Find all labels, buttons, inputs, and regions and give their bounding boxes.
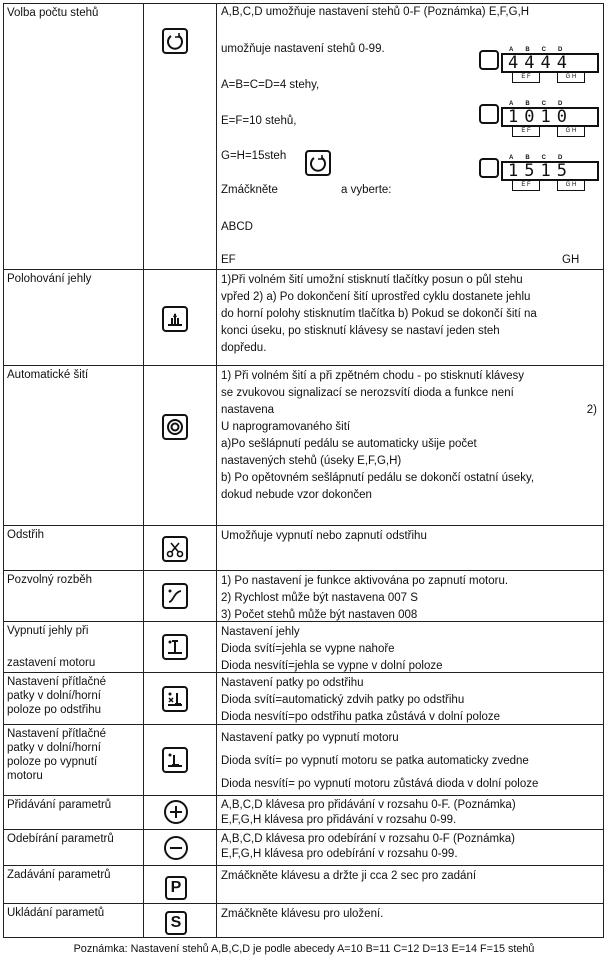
text-line: E,F,G,H klávesa pro přidávání v rozsahu 0-99.	[221, 814, 457, 826]
text-line: GH	[562, 254, 580, 266]
cycle-icon	[305, 150, 331, 176]
text-line: Dioda nesvítí= po vypnutí motoru zůstává dioda v dolní poloze	[221, 778, 539, 790]
text-line: Dioda svítí=automatický zdvih patky po odstřihu	[221, 694, 465, 706]
row-soft-start	[4, 571, 603, 622]
text-line: E=F=10 stehů,	[221, 115, 297, 127]
text-line: nastavených stehů (úseky E,F,G,H)	[221, 455, 402, 467]
text-line: 1) Při volném šití a při zpětném chodu - po stisknutí klávesy	[221, 370, 524, 382]
text-line: dokud nebude vzor dokončen	[221, 489, 372, 501]
text-line: a vyberte:	[341, 184, 392, 196]
text-line: 3) Počet stehů může být nastaven 008	[221, 609, 418, 621]
row-label: Nastavení přítlačné	[7, 728, 107, 740]
p-key-icon[interactable]: P	[165, 876, 187, 900]
row-label: Nastavení přítlačné	[7, 676, 107, 688]
text-line: A,B,C,D umožňuje nastavení stehů 0-F (Poznámka) E,F,G,H	[221, 6, 530, 18]
text-line: A,B,C,D klávesa pro odebírání v rozsahu 0-F (Poznámka)	[221, 833, 516, 845]
text-line: G=H=15steh	[221, 150, 287, 162]
row-label: Ukládání parametů	[7, 907, 105, 919]
text-line: E,F,G,H klávesa pro odebírání v rozsahu 0-99.	[221, 848, 458, 860]
row-label: Zadávání parametrů	[7, 869, 111, 881]
row-remove-params	[4, 830, 603, 866]
row-presser-foot-motor	[4, 725, 603, 796]
row-label: poloze po vypnutí	[7, 756, 98, 768]
row-thread-trim	[4, 526, 603, 571]
s-key-icon[interactable]: S	[165, 911, 187, 935]
text-line: dopředu.	[221, 342, 267, 354]
text-line: 1)Při volném šití umožní stisknutí tlačítky posun o půl stehu	[221, 274, 523, 286]
cycle-icon	[479, 104, 499, 124]
text-line: Zmáčkněte klávesu a držte ji cca 2 sec pro zadání	[221, 870, 477, 882]
text-line: Dioda nesvítí=jehla se vypne v dolní poloze	[221, 660, 443, 672]
plus-icon[interactable]	[164, 800, 188, 824]
text-line: Umožňuje vypnutí nebo zapnutí odstřihu	[221, 530, 427, 542]
row-label: Vypnutí jehly při	[7, 625, 89, 637]
text-line: a)Po sešlápnutí pedálu se automaticky ušije počet	[221, 438, 477, 450]
auto-sew-icon[interactable]	[162, 414, 188, 440]
text-line: se zvukovou signalizací se nerozsvítí dioda a funkce není	[221, 387, 514, 399]
presser-foot-motor-icon[interactable]	[162, 747, 188, 773]
row-label: Volba počtu stehů	[4, 4, 144, 269]
row-needle-stop	[4, 622, 603, 673]
display-panel: ABCD 1515 E F G H	[479, 150, 599, 190]
text-line: U naprogramovaného šití	[221, 421, 351, 433]
footnote: Poznámka: Nastavení stehů A,B,C,D je podle abecedy A=10 B=11 C=12 D=13 E=14 F=15 stehů	[73, 943, 535, 955]
row-save-params	[4, 904, 603, 938]
cycle-icon	[479, 158, 499, 178]
needle-position-icon[interactable]	[162, 306, 188, 332]
row-presser-foot-trim	[4, 673, 603, 725]
text-line: EF	[221, 254, 236, 266]
row-label: motoru	[7, 770, 43, 782]
row-enter-params	[4, 866, 603, 904]
text-line: b) Po opětovném sešlápnutí pedálu se dokončí ostatní úseky,	[221, 472, 535, 484]
text-line: Nastavení patky po vypnutí motoru	[221, 732, 399, 744]
text-line: Dioda svítí= po vypnutí motoru se patka automaticky zvedne	[221, 755, 529, 767]
row-label: patky v dolní/horní	[7, 690, 101, 702]
text-line: A=B=C=D=4 stehy,	[221, 79, 320, 91]
row-label: poloze po odstřihu	[7, 704, 101, 716]
text-line: A,B,C,D klávesa pro přidávání v rozsahu 0-F. (Poznámka)	[221, 799, 516, 811]
display-panel: ABCD 1010 E F G H	[479, 96, 599, 136]
row-stitch-count	[4, 4, 603, 270]
text-line: Zmáčkněte klávesu pro uložení.	[221, 908, 384, 920]
text-line: ABCD	[221, 221, 253, 233]
text-line: Dioda svítí=jehla se vypne nahoře	[221, 643, 395, 655]
text-line: do horní polohy stisknutím tlačítka b) Pokud se dokončí šití na	[221, 308, 537, 320]
row-label: Odebírání parametrů	[7, 833, 114, 845]
text-line: Nastavení jehly	[221, 626, 300, 638]
display-panel: ABCD 4444 E F G H	[479, 42, 599, 82]
cycle-icon	[479, 50, 499, 70]
row-label: Přidávání parametrů	[7, 799, 112, 811]
needle-stop-icon[interactable]	[162, 634, 188, 660]
text-line: Dioda nesvítí=po odstřihu patka zůstává v dolní poloze	[221, 711, 501, 723]
text-line: 2) Rychlost může být nastavena 007 S	[221, 592, 418, 604]
row-add-params	[4, 796, 603, 830]
text-line: umožňuje nastavení stehů 0-99.	[221, 43, 385, 55]
row-label: Automatické šití	[7, 369, 89, 381]
text-line: Zmáčkněte	[221, 184, 278, 196]
text-line: konci úseku, po stisknutí klávesy se nastaví jeden steh	[221, 325, 500, 337]
text-line: vpřed 2) a) Po dokončení šití uprostřed cyklu dostanete jehlu	[221, 291, 531, 303]
row-label: zastavení motoru	[7, 657, 96, 669]
text-line: 1) Po nastavení je funkce aktivována po zapnutí motoru.	[221, 575, 509, 587]
text-line: Nastavení patky po odstřihu	[221, 677, 364, 689]
scissors-icon[interactable]	[162, 536, 188, 562]
presser-foot-trim-icon[interactable]	[162, 686, 188, 712]
text-line: 2)	[586, 404, 597, 416]
cycle-icon[interactable]	[162, 28, 188, 54]
row-label: Pozvolný rozběh	[7, 574, 93, 586]
row-needle-position	[4, 270, 603, 366]
minus-icon[interactable]	[164, 836, 188, 860]
text-line: nastavena	[221, 404, 275, 416]
row-label: Odstřih	[7, 529, 45, 541]
row-auto-sewing	[4, 366, 603, 526]
row-label: patky v dolní/horní	[7, 742, 101, 754]
parameter-table	[3, 3, 604, 938]
row-label: Polohování jehly	[7, 273, 92, 285]
soft-start-icon[interactable]	[162, 583, 188, 609]
